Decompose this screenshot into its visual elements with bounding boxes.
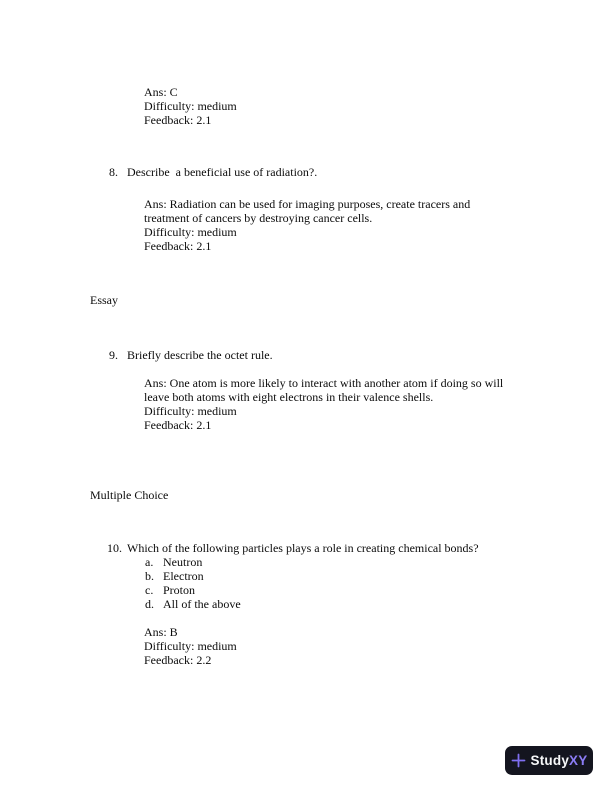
feedback-line: Feedback: 2.1 [144,239,212,253]
choice-text: All of the above [163,597,241,611]
choice-item-a [145,555,405,569]
q10-choices-list [145,555,405,611]
q10-answer-block [144,625,516,667]
feedback-line: Feedback: 2.1 [144,418,212,432]
answer-line: Ans: C [144,85,178,99]
plus-icon [511,753,526,768]
question-9-text: Briefly describe the octet rule. [127,348,273,362]
answer-line: Ans: B [144,625,178,639]
section-heading-multiple-choice: Multiple Choice [90,488,169,502]
difficulty-line: Difficulty: medium [144,639,237,653]
choice-item-b [145,569,405,583]
difficulty-line: Difficulty: medium [144,404,237,418]
question-8-text: Describe a beneficial use of radiation?. [127,165,318,179]
answer-line: Ans: Radiation can be used for imaging purposes, create tracers and treatment of cancers by destroying cancer cells. [144,197,471,225]
answer-line: Ans: One atom is more likely to interact with another atom if doing so will leave both atoms with eight electrons in their valence shells. [144,376,504,404]
question-8-number: 8. [109,165,118,179]
choice-text: Neutron [163,555,203,569]
choice-letter: b. [145,569,154,583]
difficulty-line: Difficulty: medium [144,225,237,239]
section-heading-essay: Essay [90,293,118,307]
difficulty-line: Difficulty: medium [144,99,237,113]
choice-item-d [145,597,405,611]
question-9-number: 9. [109,348,118,362]
feedback-line: Feedback: 2.2 [144,653,212,667]
studyxy-logo-badge [505,746,593,775]
q9-answer-block [144,376,516,432]
q8-answer-block [144,197,516,253]
question-10-number: 10. [107,541,122,555]
logo-text-study: Study [530,752,570,768]
choice-item-c [145,583,405,597]
choice-letter: a. [145,555,154,569]
logo-text-xy: XY [569,752,588,768]
choice-letter: d. [145,597,154,611]
choice-text: Proton [163,583,196,597]
choice-text: Electron [163,569,204,583]
question-10-text: Which of the following particles plays a role in creating chemical bonds? [127,541,479,555]
logo-text [531,754,588,768]
choice-letter: c. [145,583,154,597]
feedback-line: Feedback: 2.1 [144,113,212,127]
q7-answer-block [144,85,524,127]
